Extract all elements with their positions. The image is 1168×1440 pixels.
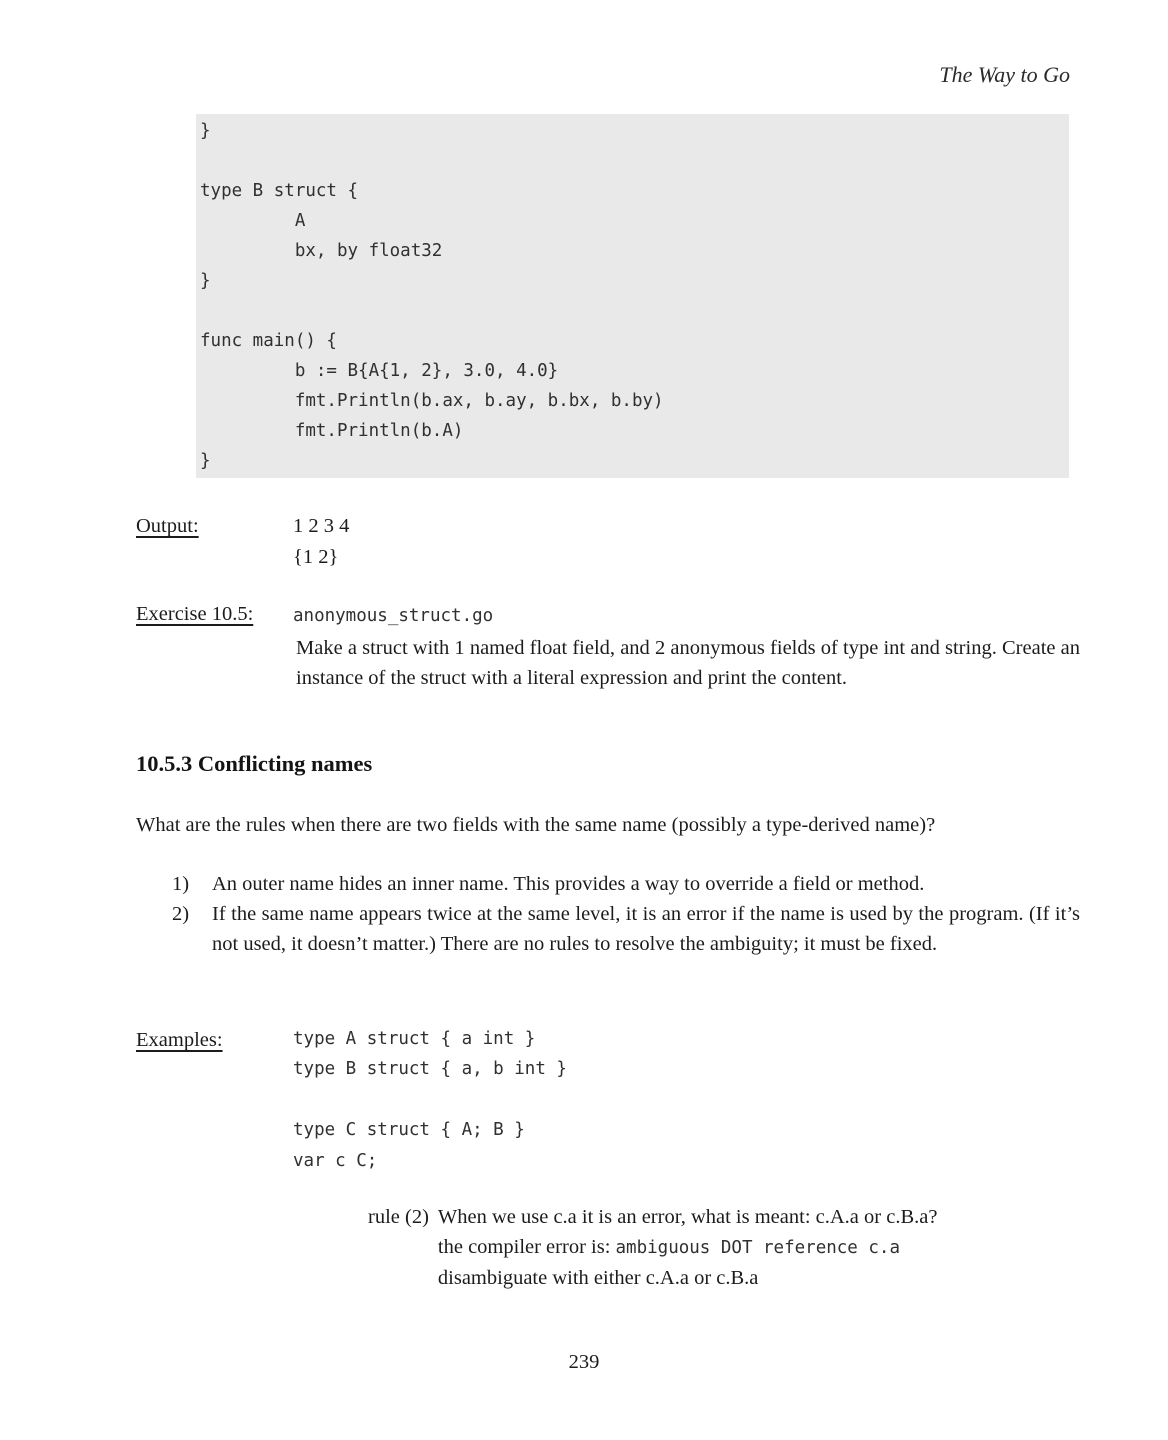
output-values [293,511,349,573]
code-block-struct-example [196,114,1069,478]
code-line [293,1085,567,1115]
list-item-marker: 1) [172,873,190,895]
code-line: type C struct { A; B } [293,1120,525,1141]
code-line: type B struct { a, b int } [293,1059,567,1080]
code-line: bx, by float32 [200,241,443,261]
rule-note [368,1202,937,1293]
list-item-text: An outer name hides an inner name. This provides a way to override a field or method. [212,873,925,895]
code-line: fmt.Println(b.ax, b.ay, b.bx, b.by) [200,391,664,411]
code-line: type B struct { [200,181,359,201]
code-line [200,296,1069,326]
compiler-error-code: ambiguous DOT reference c.a [615,1238,900,1258]
running-header: The Way to Go [939,62,1070,87]
examples-label: Examples: [136,1029,223,1051]
code-line: fmt.Println(b.A) [200,421,464,441]
code-line: } [200,271,211,291]
output-line: 1 2 3 4 [293,515,350,537]
code-line [200,146,1069,176]
numbered-rules-list [172,869,1080,959]
code-line: A [200,211,306,231]
rule-note-body [438,1202,938,1293]
code-line: var c C; [293,1150,378,1171]
exercise-description: Make a struct with 1 named float field, and 2 anonymous fields of type int and string. Create an instance of the struct with a literal expression and print the content. [296,637,1080,689]
rule-note-line-text: the compiler error is: [437,1236,616,1258]
exercise-filename: anonymous_struct.go [293,606,494,626]
exercise-label: Exercise 10.5: [136,603,254,625]
rule-note-marker: rule (2) [368,1206,429,1228]
section-heading: 10.5.3 Conflicting names [136,751,373,776]
list-item [172,869,1080,899]
code-line: } [200,121,211,141]
list-item-text: If the same name appears twice at the same level, it is an error if the name is used by the program. (If it’s not used, it doesn’t matter.) There are no rules to resolve the ambiguity; it must be fixed. [212,903,1080,955]
examples-code-block [293,1024,567,1176]
list-item [172,899,1080,959]
output-line: {1 2} [293,546,339,568]
code-line: b := B{A{1, 2}, 3.0, 4.0} [200,361,559,381]
code-line: } [200,451,211,471]
section-question: What are the rules when there are two fields with the same name (possibly a type-derived name)? [136,814,936,836]
rule-note-line: When we use c.a it is an error, what is meant: c.A.a or c.B.a? [437,1206,938,1228]
rule-note-line: disambiguate with either c.A.a or c.B.a [437,1267,759,1289]
rule-note-line [438,1232,938,1263]
page-number: 239 [568,1351,600,1373]
output-label: Output: [136,515,199,537]
code-line: type A struct { a int } [293,1029,536,1049]
code-line: func main() { [200,331,337,351]
list-item-marker: 2) [172,903,190,925]
